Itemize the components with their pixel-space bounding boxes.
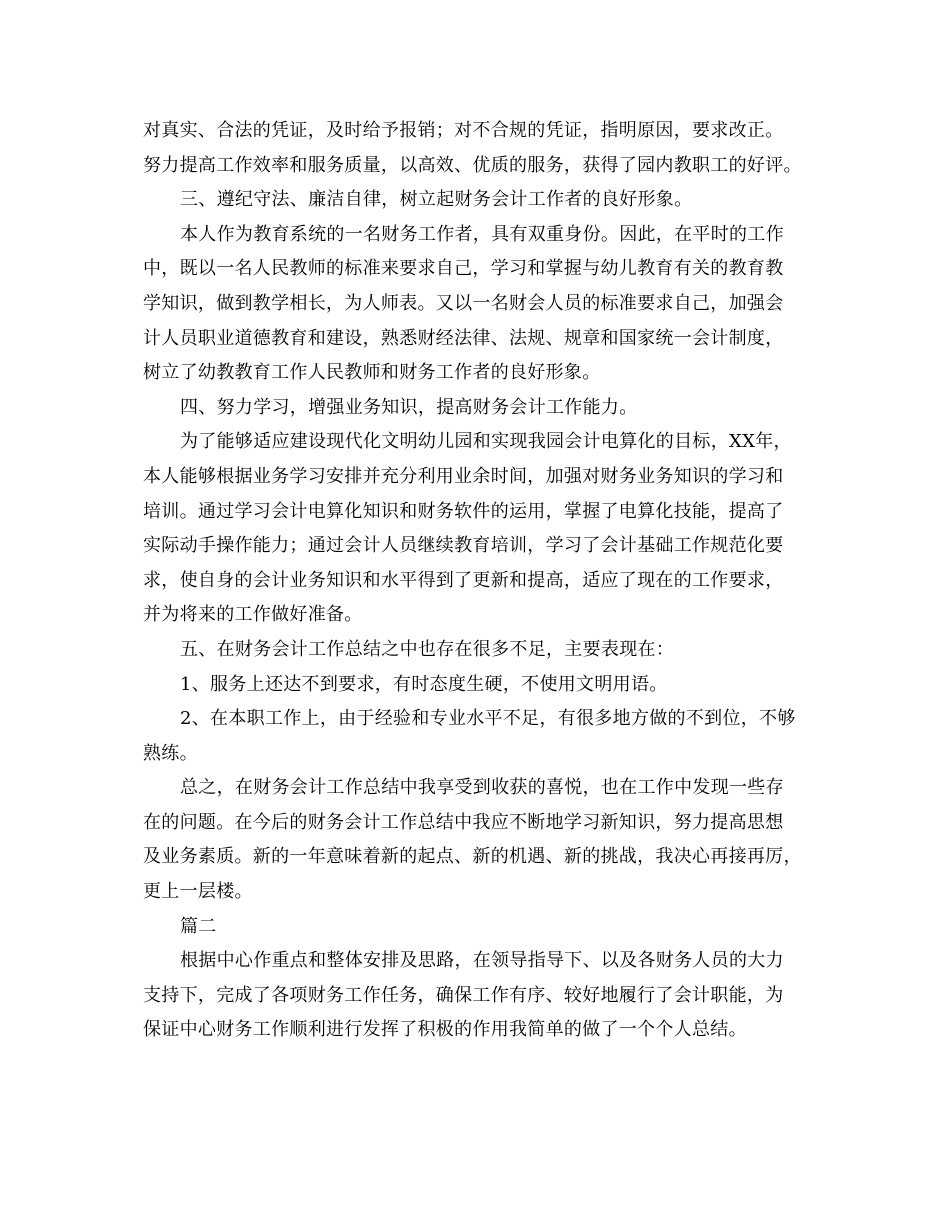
text-line: 计人员职业道德教育和建设，熟悉财经法律、法规、规章和国家统一会计制度，	[143, 327, 784, 349]
text-line: 支持下，完成了各项财务工作任务，确保工作有序、较好地履行了会计职能，为	[143, 984, 784, 1006]
text-line: 及业务素质。新的一年意味着新的起点、新的机遇、新的挑战，我决心再接再厉，	[143, 846, 802, 868]
list-item: 2、在本职工作上，由于经验和专业水平不足，有很多地方做的不到位，不够	[180, 708, 796, 730]
text-line: 对真实、合法的凭证，及时给予报销；对不合规的凭证，指明原因，要求改正。	[143, 120, 784, 141]
section-heading-5: 五、在财务会计工作总结之中也存在很多不足，主要表现在：	[180, 638, 675, 660]
text-line: 学知识，做到教学相长，为人师表。又以一名财会人员的标准要求自己，加强会	[143, 292, 784, 314]
document-body	[143, 114, 813, 1048]
text-line: 实际动手操作能力；通过会计人员继续教育培训，学习了会计基础工作规范化要	[143, 535, 784, 557]
text-line: 努力提高工作效率和服务质量，以高效、优质的服务，获得了园内教职工的好评。	[143, 154, 802, 176]
text-line: 并为将来的工作做好准备。	[143, 604, 363, 626]
text-line: 在的问题。在今后的财务会计工作总结中我应不断地学习新知识，努力提高思想	[143, 811, 784, 833]
text-line: 求，使自身的会计业务知识和水平得到了更新和提高，适应了现在的工作要求，	[143, 569, 784, 591]
text-line: 树立了幼教教育工作人民教师和财务工作者的良好形象。	[143, 362, 601, 384]
text-line: 为了能够适应建设现代化文明幼儿园和实现我园会计电算化的目标，XX年，	[180, 431, 792, 453]
text-line: 保证中心财务工作顺利进行发挥了积极的作用我简单的做了一个个人总结。	[143, 1019, 747, 1041]
text-line: 根据中心作重点和整体安排及思路，在领导指导下、以及各财务人员的大力	[180, 950, 784, 972]
list-item: 1、服务上还达不到要求，有时态度生硬，不使用文明用语。	[180, 673, 668, 695]
text-line: 本人能够根据业务学习安排并充分利用业余时间，加强对财务业务知识的学习和	[143, 465, 784, 487]
section-heading-4: 四、努力学习，增强业务知识，提高财务会计工作能力。	[180, 396, 638, 418]
text-line: 本人作为教育系统的一名财务工作者，具有双重身份。因此，在平时的工作	[180, 223, 784, 245]
text-line: 培训。通过学习会计电算化知识和财务软件的运用，掌握了电算化技能，提高了	[143, 500, 784, 522]
text-line: 更上一层楼。	[143, 881, 253, 903]
section-heading-3: 三、遵纪守法、廉洁自律，树立起财务会计工作者的良好形象。	[180, 189, 693, 211]
text-line: 总之，在财务会计工作总结中我享受到收获的喜悦，也在工作中发现一些存	[180, 777, 784, 799]
part-heading: 篇二	[180, 915, 217, 937]
text-line: 中，既以一名人民教师的标准来要求自己，学习和掌握与幼儿教育有关的教育教	[143, 258, 784, 280]
text-line: 熟练。	[143, 742, 198, 764]
